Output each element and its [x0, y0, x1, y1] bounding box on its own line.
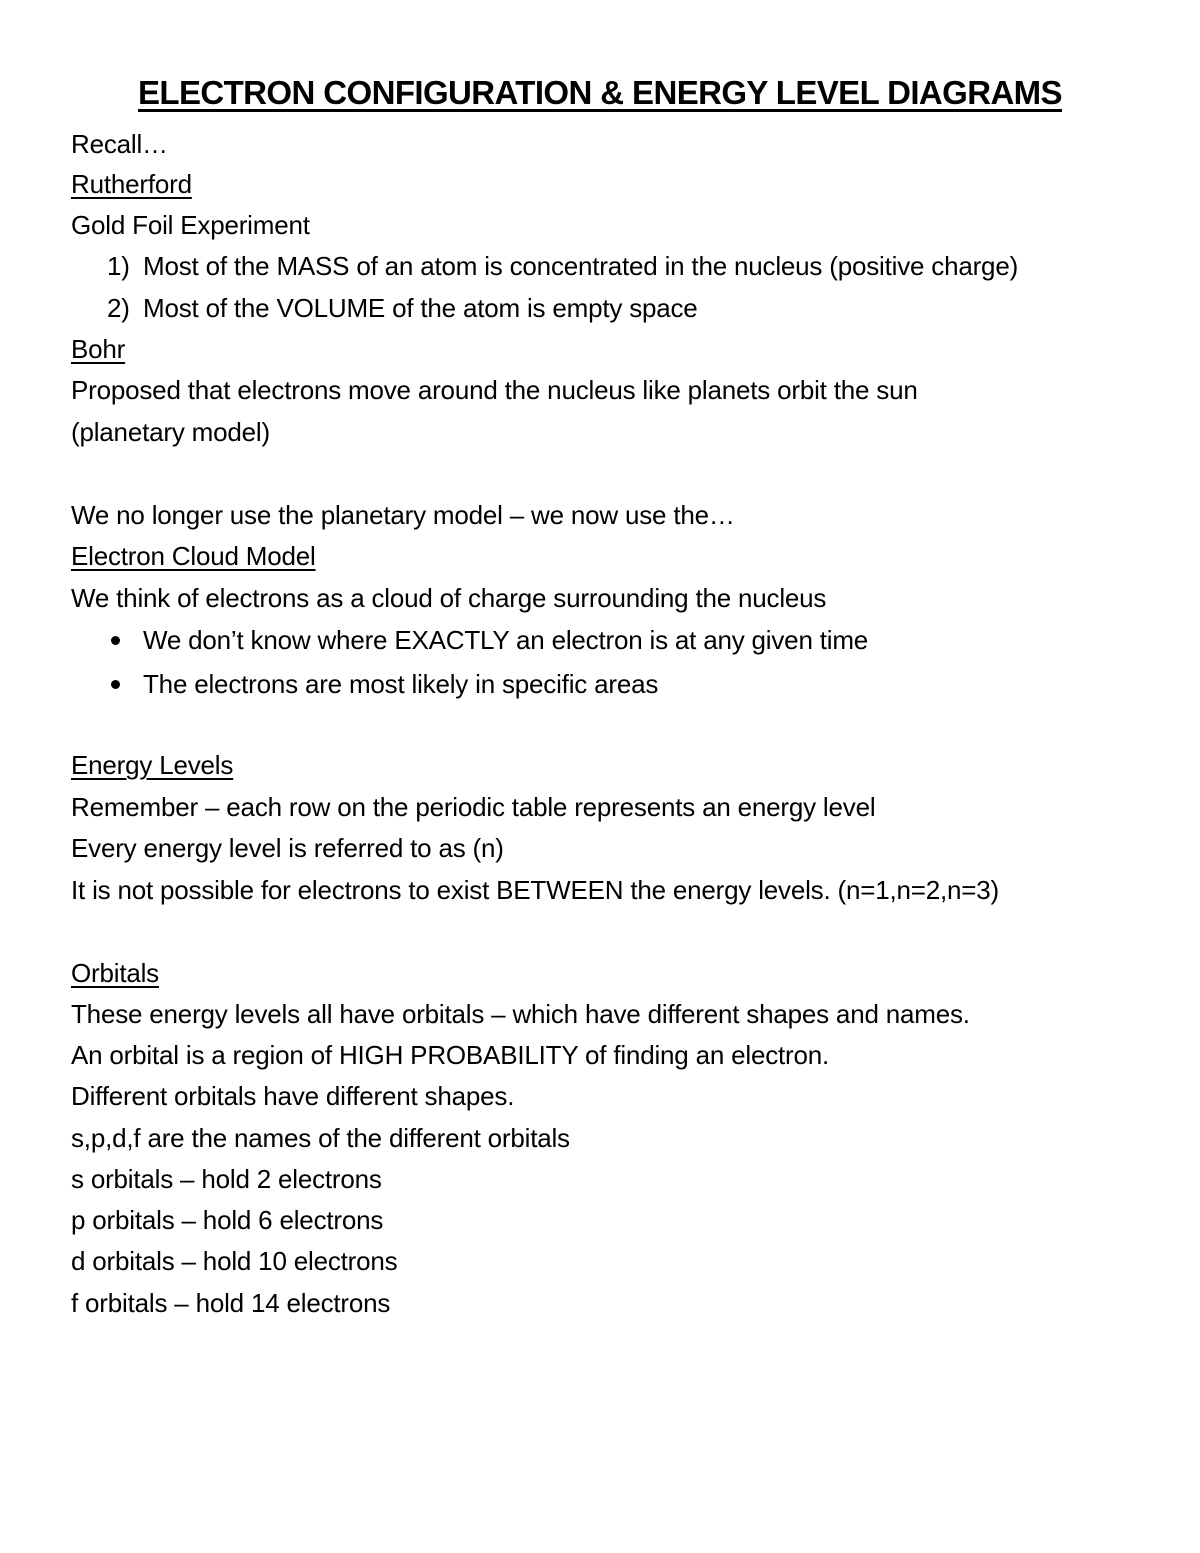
energy-levels-line: Remember – each row on the periodic table represents an energy level — [71, 792, 876, 822]
bullet-item — [107, 624, 868, 656]
numbered-item — [107, 250, 1018, 282]
item-number: 2) — [107, 293, 130, 323]
bullet-text: The electrons are most likely in specific areas — [143, 669, 659, 699]
orbitals-line: Different orbitals have different shapes. — [71, 1081, 515, 1111]
orbitals-line: p orbitals – hold 6 electrons — [71, 1205, 384, 1235]
item-text: Most of the VOLUME of the atom is empty space — [143, 293, 698, 323]
energy-levels-line: It is not possible for electrons to exist BETWEEN the energy levels. (n=1,n=2,n=3) — [71, 875, 1000, 905]
cloud-heading: Electron Cloud Model — [71, 541, 316, 571]
transition-text: We no longer use the planetary model – we now use the… — [71, 500, 735, 530]
rutherford-heading: Rutherford — [71, 169, 192, 199]
rutherford-subheading: Gold Foil Experiment — [71, 210, 310, 240]
orbitals-line: s orbitals – hold 2 electrons — [71, 1164, 382, 1194]
cloud-intro: We think of electrons as a cloud of charge surrounding the nucleus — [71, 583, 827, 613]
item-text: Most of the MASS of an atom is concentrated in the nucleus (positive charge) — [143, 251, 1019, 281]
recall-text: Recall… — [71, 129, 168, 159]
energy-levels-line: Every energy level is referred to as (n) — [71, 833, 504, 863]
bohr-text-line: Proposed that electrons move around the nucleus like planets orbit the sun — [71, 375, 918, 405]
orbitals-heading: Orbitals — [71, 958, 159, 988]
orbitals-line: s,p,d,f are the names of the different orbitals — [71, 1123, 570, 1153]
bullet-item — [107, 668, 658, 700]
bullet-text: We don’t know where EXACTLY an electron is at any given time — [143, 625, 869, 655]
bullet-icon — [111, 636, 120, 645]
orbitals-line: d orbitals – hold 10 electrons — [71, 1246, 398, 1276]
numbered-item — [107, 292, 698, 324]
orbitals-line: These energy levels all have orbitals – which have different shapes and names. — [71, 999, 970, 1029]
bohr-heading: Bohr — [71, 334, 126, 364]
energy-levels-heading: Energy Levels — [71, 750, 234, 780]
item-number: 1) — [107, 251, 130, 281]
orbitals-line: An orbital is a region of HIGH PROBABILITY of finding an electron. — [71, 1040, 830, 1070]
bohr-text-line: (planetary model) — [71, 417, 270, 447]
bullet-icon — [111, 680, 120, 689]
page-title: ELECTRON CONFIGURATION & ENERGY LEVEL DIAGRAMS — [138, 74, 1062, 111]
orbitals-line: f orbitals – hold 14 electrons — [71, 1288, 391, 1318]
